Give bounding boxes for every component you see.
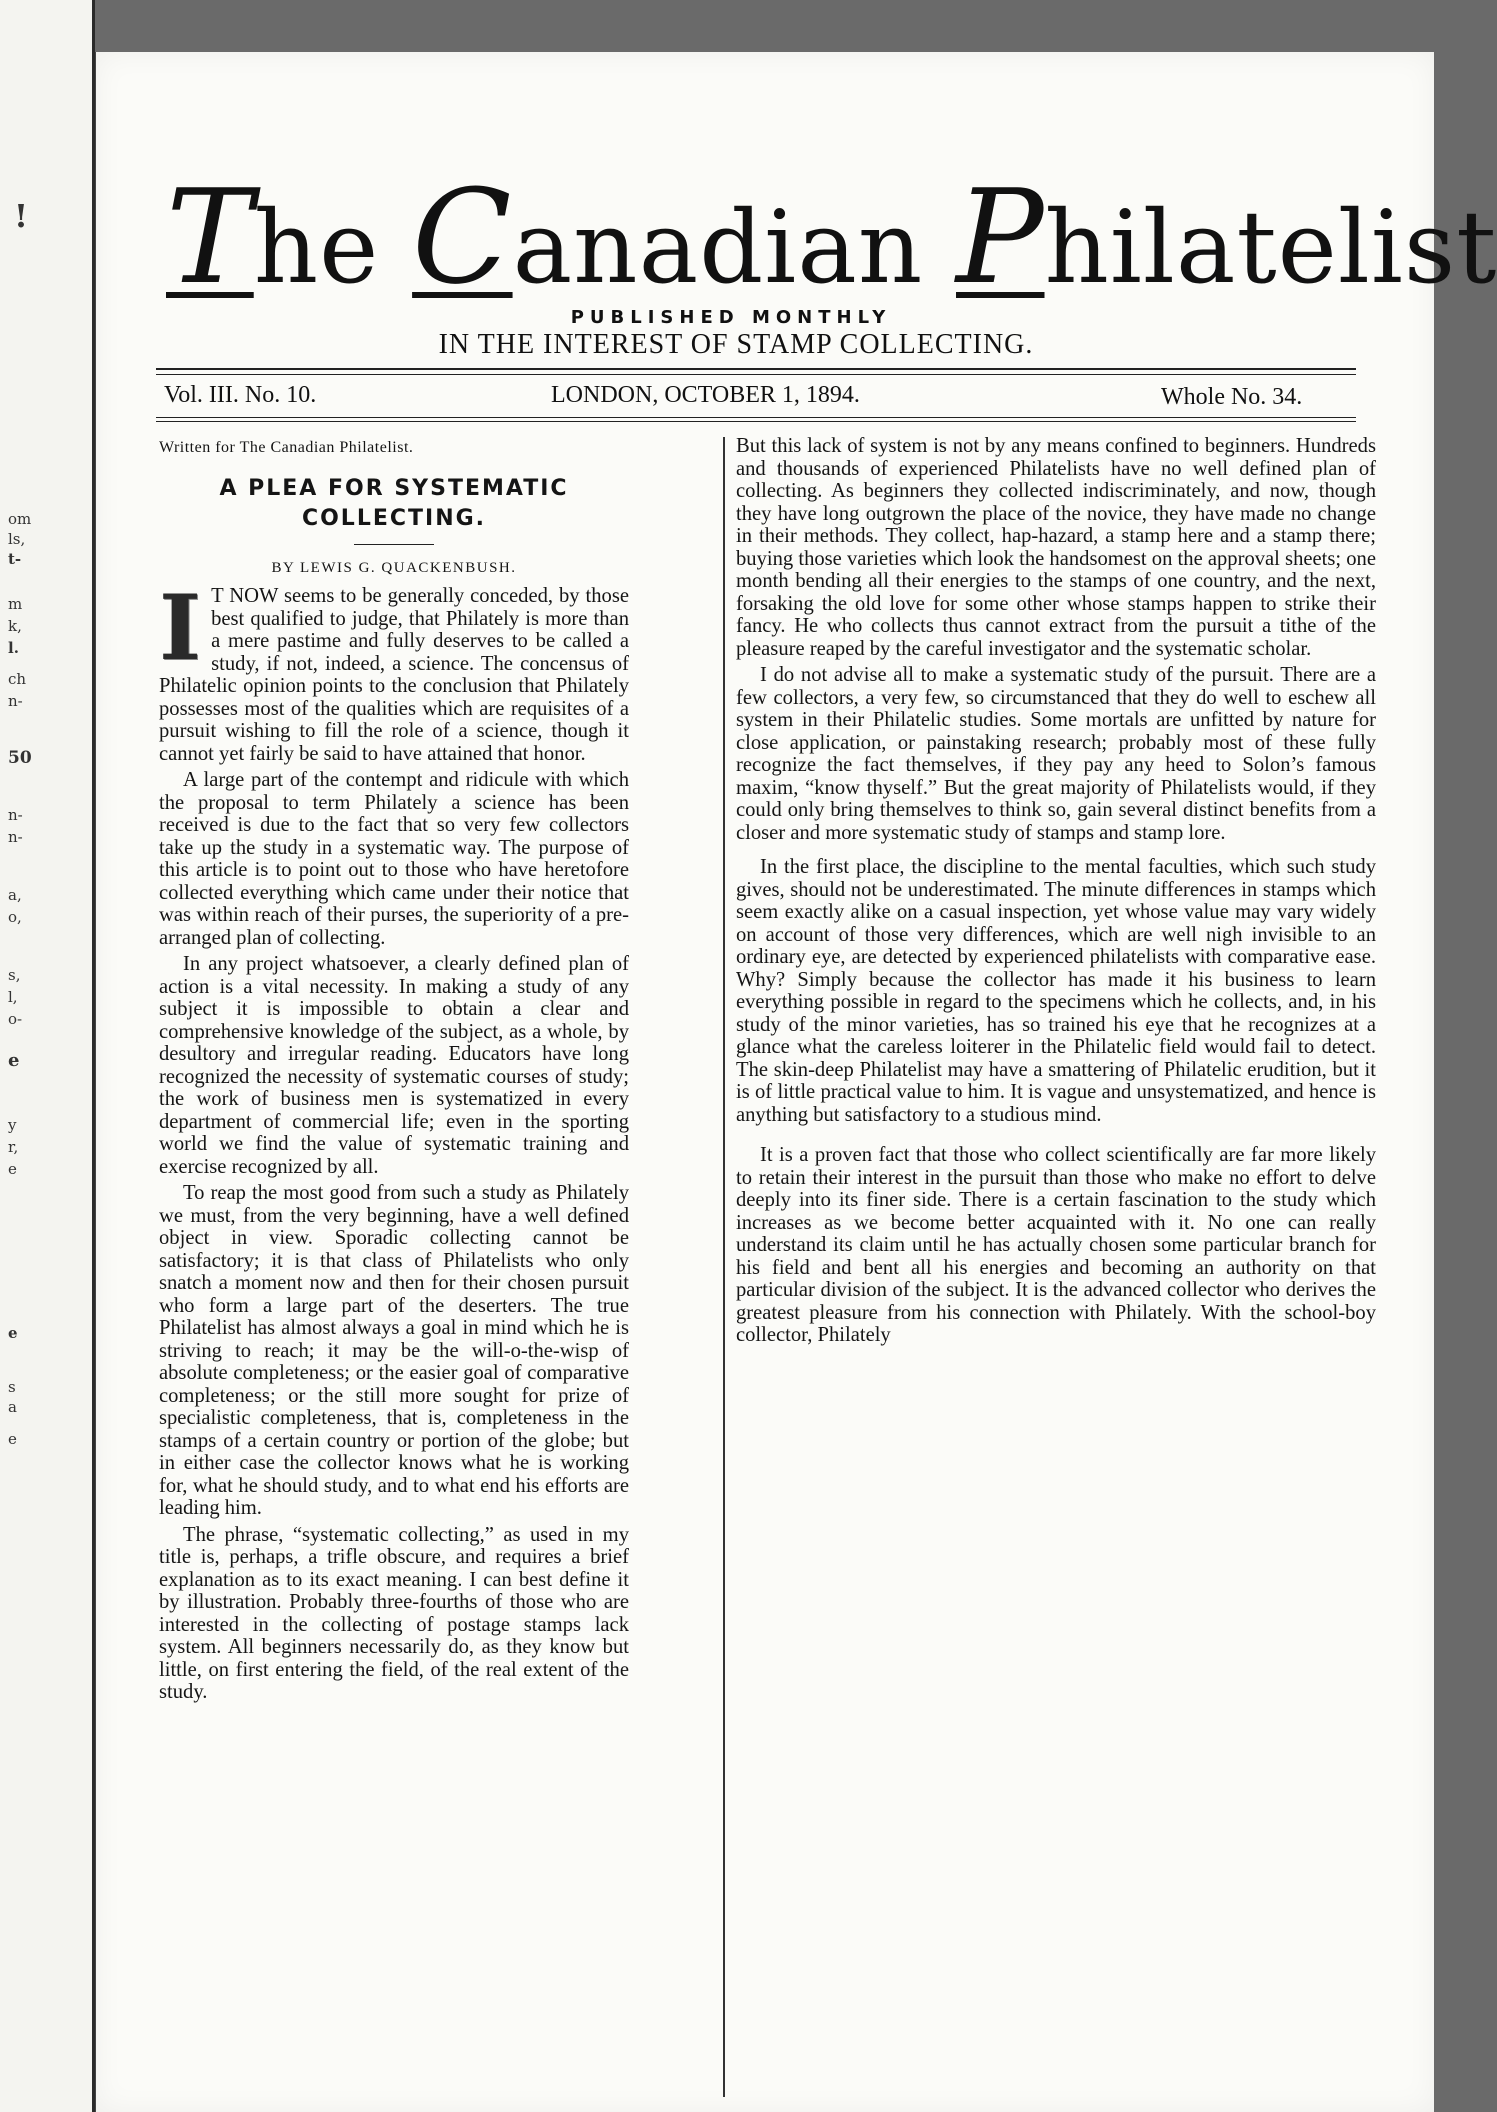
whole-number: Whole No. 34. <box>1161 384 1303 410</box>
edge-fragment: n- <box>8 806 23 824</box>
edge-fragment: n- <box>8 692 23 710</box>
drop-cap: I <box>159 575 202 681</box>
article-byline: BY LEWIS G. QUACKENBUSH. <box>271 559 517 576</box>
paragraph: I T NOW seems to be generally conceded, by those best qualified to judge, that Philately is more than a mere pastime and fully deserves to be called a study, if not, indeed, a science. The concensus of Philatelic opinion points to the conclusion that Philately possesses most of the qualities which are requisites of a pursuit wishing to fill the role of a science, though it cannot yet fairly be said to have attained that honor. <box>159 575 629 765</box>
article-headline-line1: A PLEA FOR SYSTEMATIC <box>219 475 569 501</box>
written-for-note: Written for The Canadian Philatelist. <box>159 439 414 456</box>
paragraph: It is a proven fact that those who collect scientifically are far more likely to retain their interest in the pursuit than those who make no effort to delve deeply into its finer side. There is a certain fascination to the study which increases as we become better acquainted with it. No one can really understand its claim until he has actually chosen some particular branch for his field and bent all his energies and becoming an authority on that particular division of the subject. It is the advanced collector who derives the greatest pleasure from his connection with Philately. With the school-boy collector, Philately <box>736 1144 1376 1346</box>
column-left <box>159 437 629 1704</box>
paragraph: But this lack of system is not by any means confined to beginners. Hundreds and thousands of experienced Philatelists have no well defined plan of collecting. As beginners they collected indiscriminately, and now, though they have long outgrown the place of the novice, they have made no change in their methods. They collect, hap-hazard, a stamp here and a stamp there; buying those varieties which look the handsomest on the approval sheets; one month bending all their energies to the stamps of one country, and the next, forsaking the old love for some other whose stamps happen to strike their fancy. He who collects thus cannot extract from the pursuit a tithe of the pleasure reaped by the careful investigator and the systematic scholar. <box>736 435 1376 660</box>
headline-rule <box>354 544 434 545</box>
adjacent-page-edge <box>0 0 95 2112</box>
edge-fragment: ls, <box>8 530 26 548</box>
edge-fragment: o- <box>8 1010 23 1028</box>
paragraph: To reap the most good from such a study as Philately we must, from the very beginning, have a well defined object in view. Sporadic collecting cannot be satisfactory; it is that class of Philatelists who only snatch a moment now and then for their chosen pursuit who form a large part of the deserters. The true Philatelist has almost always a goal in mind which he is striving to reach; it may be the will-o-the-wisp of absolute completeness; or the easier goal of comparative completeness; or the still more sought for prize of specialistic completeness, that is, completeness in the stamps of a certain country or portion of the globe; but in either case the collector knows what he is working for, what he should study, and to what end his efforts are leading him. <box>159 1182 629 1519</box>
edge-fragment: e <box>8 1324 18 1342</box>
edge-fragment: a, <box>8 886 22 904</box>
header-rule-bottom <box>156 417 1356 418</box>
issue-date: LONDON, OCTOBER 1, 1894. <box>551 382 860 408</box>
newspaper-page <box>95 52 1497 2112</box>
edge-fragment: e <box>8 1430 17 1448</box>
edge-fragment: r, <box>8 1138 19 1156</box>
edge-fragment: ! <box>14 197 29 235</box>
edge-fragment: s, <box>8 966 21 984</box>
volume-number: Vol. III. No. 10. <box>164 382 317 408</box>
edge-fragment: 50 <box>8 748 32 768</box>
publication-title: The Canadian Philatelist <box>166 161 1497 313</box>
edge-fragment: k, <box>8 617 22 635</box>
edge-fragment: a <box>8 1398 17 1416</box>
paragraph: The phrase, “systematic collecting,” as used in my title is, perhaps, a trifle obscure, and requires a brief explanation as to its exact meaning. I can best define it by illustration. Probably three-fourths of those who are interested in the collecting of postage stamps lack system. All beginners necessarily do, as they know but little, on first entering the field, of the real extent of the study. <box>159 1523 629 1703</box>
edge-fragment: m <box>8 595 23 613</box>
edge-fragment: e <box>8 1050 20 1071</box>
published-monthly: PUBLISHED MONTHLY <box>570 307 892 328</box>
edge-fragment: s <box>8 1378 16 1396</box>
edge-fragment: y <box>8 1116 17 1134</box>
column-right <box>736 435 1376 1347</box>
edge-fragment: l. <box>8 639 19 657</box>
edge-fragment: n- <box>8 828 23 846</box>
masthead-title <box>166 161 1497 313</box>
paragraph: In the first place, the discipline to the mental faculties, which such study gives, should not be underestimated. The minute differences in stamps which seem exactly alike on a casual inspection, yet whose value may vary widely on account of those very differences, which are well nigh invisible to an ordinary eye, are detected by experienced philatelists with comparative ease. Why? Simply because the collector has made it his business to learn everything possible in regard to the specimens which he collects, and, in his study of the minor varieties, has so trained his eye that he recognizes at a glance what the careless loiterer in the Philatelic field would fail to detect. The skin-deep Philatelist may have a smattering of Philatelic erudition, but it is of little practical value to him. It is vague and unsystematized, and hence is anything but satisfactory to a studious mind. <box>736 856 1376 1126</box>
edge-fragment: om <box>8 510 32 528</box>
edge-fragment: t- <box>8 550 22 568</box>
header-rule-top-thin <box>156 374 1356 375</box>
paragraph: A large part of the contempt and ridicule with which the proposal to term Philately a science has been received is due to the fact that so very few collectors take up the study in a systematic way. The purpose of this article is to point out to those who have heretofore collected everything which came under their notice that was within reach of their purses, the superiority of a pre-arranged plan of collecting. <box>159 769 629 949</box>
edge-fragment: ch <box>8 670 27 688</box>
column-divider <box>723 437 725 2097</box>
paragraph: I do not advise all to make a systematic study of the pursuit. There are a few collectors, a very few, so circumstanced that they do well to eschew all system in their Philatelic studies. Some mortals are unfitted by nature for close application, or painstaking research; probably most of these fully recognize the fact themselves, if they pay any heed to Solon’s famous maxim, “know thyself.” But the great majority of Philatelists would, if they could only bring themselves to think so, gain several distinct benefits from a closer and more systematic study of stamps and stamp lore. <box>736 664 1376 844</box>
subtitle: IN THE INTEREST OF STAMP COLLECTING. <box>438 329 1034 360</box>
article-headline-line2: COLLECTING. <box>301 505 487 531</box>
header-rule-top <box>156 368 1356 370</box>
header-rule-bottom-thin <box>156 421 1356 422</box>
edge-fragment: o, <box>8 908 22 926</box>
edge-fragment: l, <box>8 988 18 1006</box>
paragraph: In any project whatsoever, a clearly defined plan of action is a vital necessity. In making a study of any subject it is impossible to obtain a clear and comprehensive knowledge of the subject, as a whole, by desultory and irregular reading. Educators have long recognized the necessity of systematic courses of study; the work of business men is systematized in every department of commercial life; even in the sporting world we find the value of systematic training and exercise recognized by all. <box>159 953 629 1178</box>
edge-fragment: e <box>8 1160 17 1178</box>
